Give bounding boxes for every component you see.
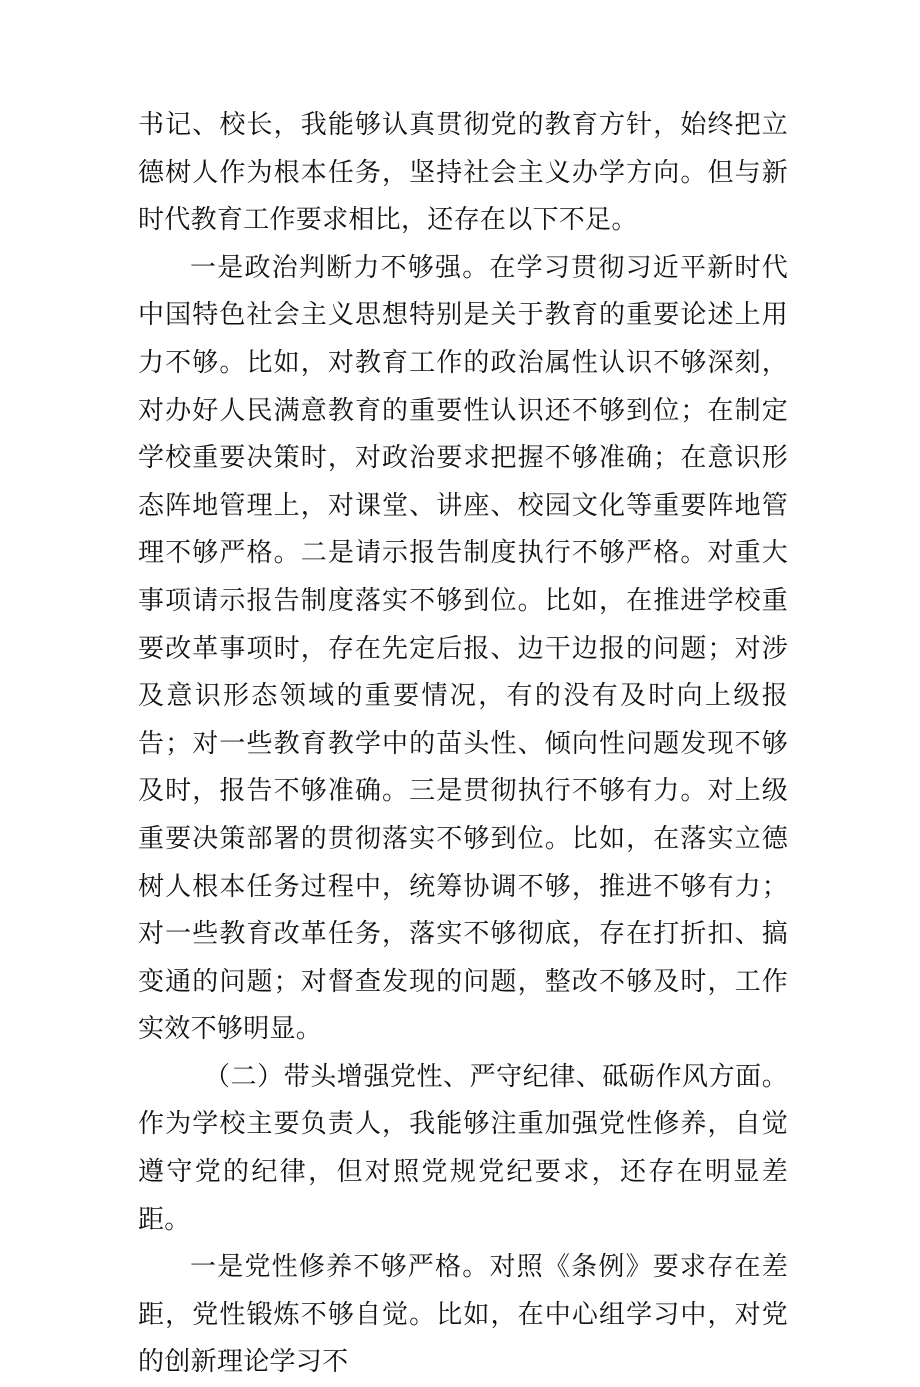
paragraph-intro: 书记、校长，我能够认真贯彻党的教育方针，始终把立德树人作为根本任务，坚持社会主义办学方向。但与新时代教育工作要求相比，还存在以下不足。 xyxy=(138,110,788,236)
paragraph-section-two-heading: （二）带头增强党性、严守纪律、砥砺作风方面。作为学校主要负责人，我能够注重加强党性修养，自觉遵守党的纪律，但对照党规党纪要求，还存在明显差距。 xyxy=(138,1061,788,1235)
paragraph-party-spirit: 一是党性修养不够严格。对照《条例》要求存在差距，党性锻炼不够自觉。比如，在中心组学习中，对党的创新理论学习不 xyxy=(138,1252,788,1378)
paragraph-political-issues: 一是政治判断力不够强。在学习贯彻习近平新时代中国特色社会主义思想特别是关于教育的重要论述上用力不够。比如，对教育工作的政治属性认识不够深刻，对办好人民满意教育的重要性认识还不够到位；在制定学校重要决策时，对政治要求把握不够准确；在意识形态阵地管理上，对课堂、讲座、校园文化等重要阵地管理不够严格。二是请示报告制度执行不够严格。对重大事项请示报告制度落实不够到位。比如，在推进学校重要改革事项时，存在先定后报、边干边报的问题；对涉及意识形态领域的重要情况，有的没有及时向上级报告；对一些教育教学中的苗头性、倾向性问题发现不够及时，报告不够准确。三是贯彻执行不够有力。对上级重要决策部署的贯彻落实不够到位。比如，在落实立德树人根本任务过程中，统筹协调不够，推进不够有力；对一些教育改革任务，落实不够彻底，存在打折扣、搞变通的问题；对督查发现的问题，整改不够及时，工作实效不够明显。 xyxy=(138,252,788,1045)
document-body xyxy=(138,102,788,1387)
